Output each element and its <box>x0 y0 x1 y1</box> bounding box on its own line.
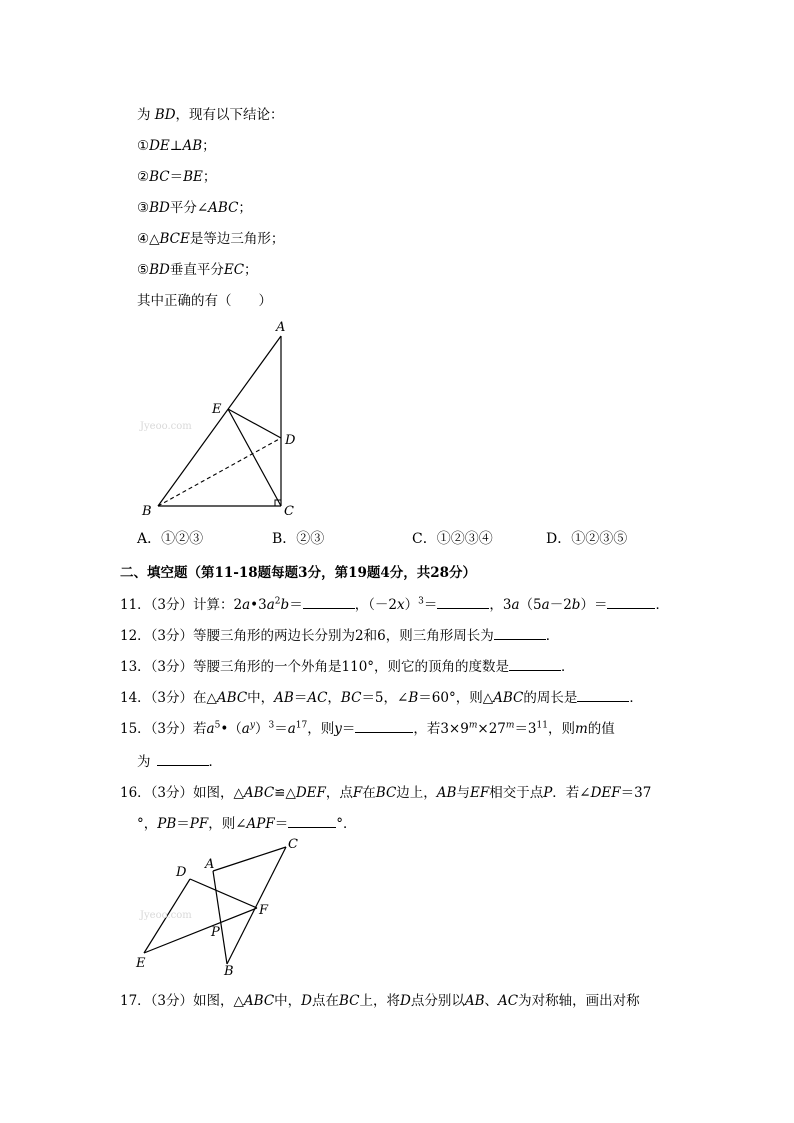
q10-item-1: ①DE⊥AB； <box>137 138 216 154</box>
q10-item-5: ⑤BD垂直平分EC； <box>137 262 258 278</box>
label-E2: E <box>136 956 146 971</box>
option-b: B．②③ <box>272 531 325 547</box>
figure-congruent-triangles <box>130 832 310 980</box>
option-c: C．①②③④ <box>412 531 493 547</box>
q14: 14．（3分）在△ABC中，AB＝AC，BC＝5，∠B＝60°，则△ABC的周长是 ． <box>120 690 643 706</box>
label-B2: B <box>224 964 234 979</box>
q11: 11．（3分）计算：$2a•3a^2b=$ ，$(-2x)^3=$ ，3a（5a－2b）＝ ． <box>120 596 669 613</box>
label-F2: F <box>259 903 269 918</box>
option-a: A．①②③ <box>137 531 204 547</box>
watermark: Jyeoo.com <box>140 421 192 432</box>
label-E: E <box>212 402 222 417</box>
q16-line2: °，PB＝PF，则∠APF＝ °． <box>137 816 357 832</box>
q10-item-2: ②BC＝BE； <box>137 169 217 185</box>
q10-ask: 其中正确的有（ ） <box>137 293 272 309</box>
label-D: D <box>285 433 296 448</box>
label-P2: P <box>211 925 220 940</box>
q17: 17．（3分）如图，△ABC中，D点在BC上，将D点分别以AB、AC为对称轴，画出对称 <box>120 993 640 1009</box>
q16-line1: 16．（3分）如图，△ABC≌△DEF，点F在BC边上，AB与EF相交于点P．若∠DEF＝37 <box>120 785 652 801</box>
label-A: A <box>276 320 286 335</box>
q13: 13．（3分）等腰三角形的一个外角是110°，则它的顶角的度数是 ． <box>120 659 575 675</box>
watermark-2: Jyeoo.com <box>140 910 192 921</box>
option-d: D．①②③⑤ <box>546 531 628 547</box>
q15-line1: 15．（3分）若$a^5•(a^y)^3=a^{17}$，则y＝ ，若$3\times 9^m\times 27^m=3^{11}$，则m的值 <box>120 720 615 737</box>
section-2-title: 二、填空题（第11-18题每题3分，第19题4分，共28分） <box>120 565 477 581</box>
label-B: B <box>142 504 152 519</box>
q10-intro: 为 BD，现有以下结论： <box>137 107 284 123</box>
label-C2: C <box>288 837 298 852</box>
label-A2: A <box>205 857 215 872</box>
label-D2: D <box>176 865 187 880</box>
label-C: C <box>284 504 294 519</box>
figure-triangle-abc <box>130 316 330 521</box>
q12: 12．（3分）等腰三角形的两边长分别为2和6，则三角形周长为 ． <box>120 628 560 644</box>
q10-item-4: ④△BCE是等边三角形； <box>137 231 285 247</box>
q10-item-3: ③BD平分∠ABC； <box>137 200 252 216</box>
q15-line2: 为 ． <box>137 754 222 770</box>
